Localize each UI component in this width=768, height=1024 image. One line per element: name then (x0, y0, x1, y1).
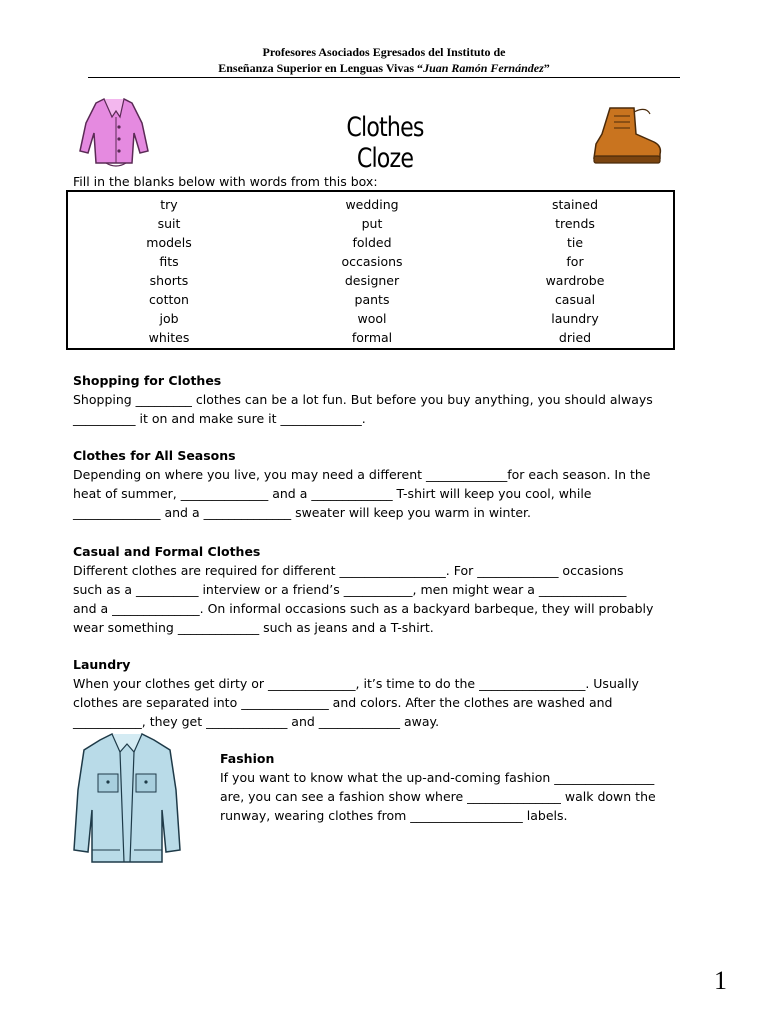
page-number: 1 (714, 966, 727, 995)
section-line: Different clothes are required for different _________________. For _____________ occasions (73, 563, 624, 578)
word-bank-item: occasions (341, 254, 403, 269)
word-bank-item: trends (555, 216, 595, 231)
section-shopping (73, 371, 673, 428)
word-bank-item: job (159, 311, 179, 326)
worksheet-title: Clothes Cloze (346, 112, 424, 174)
section-heading: Fashion (220, 751, 275, 766)
boot-illustration (588, 104, 664, 166)
word-bank-column-2 (292, 195, 452, 347)
instructions: Fill in the blanks below with words from this box: (73, 174, 378, 189)
section-fashion (220, 749, 680, 825)
section-line: If you want to know what the up-and-coming fashion ________________ (220, 770, 655, 785)
section-line: such as a __________ interview or a friend’s ___________, men might wear a ______________ (73, 582, 627, 597)
word-bank-item: dried (558, 330, 592, 345)
word-bank-item: suit (157, 216, 181, 231)
section-seasons (73, 446, 673, 522)
word-bank-item: pants (354, 292, 390, 307)
section-heading: Clothes for All Seasons (73, 448, 236, 463)
section-line: Depending on where you live, you may need a different _____________for each season. In the (73, 467, 651, 482)
section-heading: Laundry (73, 657, 131, 672)
word-bank-column-3 (495, 195, 655, 347)
header-italic-name: Juan Ramón Fernández (423, 61, 544, 75)
word-bank-item: for (566, 254, 584, 269)
section-line: When your clothes get dirty or ______________, it’s time to do the _________________. Usually (73, 676, 639, 691)
word-bank-item: models (146, 235, 192, 250)
word-bank-item: cotton (149, 292, 189, 307)
word-bank-item: fits (159, 254, 179, 269)
word-bank-item: stained (551, 197, 599, 212)
word-bank-item: casual (554, 292, 596, 307)
word-bank-item: tie (566, 235, 584, 250)
document-header (88, 44, 680, 76)
section-line: clothes are separated into ______________ and colors. After the clothes are washed and (73, 695, 613, 710)
section-line: Shopping _________ clothes can be a lot fun. But before you buy anything, you should always (73, 392, 653, 407)
section-line: heat of summer, ______________ and a _____________ T-shirt will keep you cool, while (73, 486, 592, 501)
section-line: __________ it on and make sure it _____________. (73, 411, 366, 426)
word-bank-item: folded (352, 235, 392, 250)
section-heading: Casual and Formal Clothes (73, 544, 261, 559)
section-heading: Shopping for Clothes (73, 373, 222, 388)
word-bank-item: try (160, 197, 178, 212)
section-line: ___________, they get _____________ and _____________ away. (73, 714, 440, 729)
word-bank-column-1 (89, 195, 249, 347)
section-line: wear something _____________ such as jeans and a T-shirt. (73, 620, 434, 635)
blouse-illustration (76, 93, 154, 169)
word-bank-item: whites (148, 330, 190, 345)
word-bank-item: wardrobe (545, 273, 605, 288)
section-line: runway, wearing clothes from __________________ labels. (220, 808, 568, 823)
jacket-illustration (70, 730, 184, 870)
section-laundry (73, 655, 673, 731)
word-bank-item: wedding (345, 197, 399, 212)
section-casual-formal (73, 542, 673, 637)
section-line: are, you can see a fashion show where _______________ walk down the (220, 789, 656, 804)
word-bank-item: put (361, 216, 383, 231)
header-divider (88, 77, 680, 78)
word-bank-item: formal (351, 330, 393, 345)
section-line: and a ______________. On informal occasions such as a backyard barbeque, they will probably (73, 601, 654, 616)
word-bank-box (66, 190, 675, 350)
word-bank-item: shorts (149, 273, 189, 288)
header-line-2: Enseñanza Superior en Lenguas Vivas “Juan Ramón Fernández” (218, 61, 550, 75)
header-line-1: Profesores Asociados Egresados del Instituto de (262, 45, 506, 59)
word-bank-item: designer (344, 273, 400, 288)
word-bank-item: laundry (551, 311, 599, 326)
section-line: ______________ and a ______________ sweater will keep you warm in winter. (73, 505, 531, 520)
word-bank-item: wool (357, 311, 387, 326)
